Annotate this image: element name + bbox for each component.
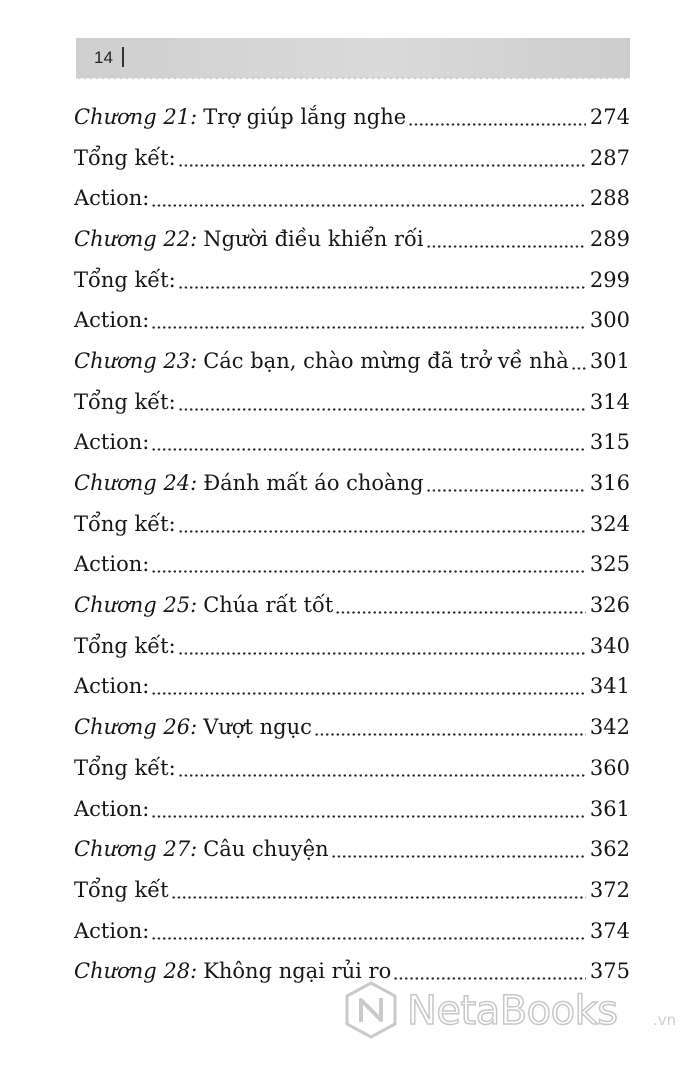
chapter-label: Chương 21: [74,104,198,129]
page-ref: 287 [589,145,630,170]
page-ref: 374 [589,918,630,943]
dot-leader [178,774,586,777]
chapter-label: Chương 27: [74,837,198,862]
page-ref: 274 [589,104,630,129]
page-ref: 362 [589,837,630,862]
dot-leader [171,896,586,899]
toc-entry-row [74,423,630,464]
chapter-title: Không ngại rủi ro [203,959,392,984]
toc-entry-row [74,667,630,708]
page-ref: 325 [589,552,630,577]
chapter-title: Các bạn, chào mừng đã trở về nhà [203,348,569,373]
page-ref: 316 [589,471,630,496]
page-ref: 314 [589,389,630,414]
page-ref: 300 [589,308,630,333]
chapter-label: Chương 22: [74,226,198,251]
netabooks-logo-icon [343,980,399,1040]
dot-leader [178,164,586,167]
chapter-label: Chương 28: [74,959,198,984]
toc-entry-row [74,748,630,789]
page-ref: 301 [589,348,630,373]
entry-title: Action: [74,308,150,333]
watermark-brand: NetaBooks [407,988,618,1034]
toc-chapter-row [74,707,630,748]
dot-leader [151,815,586,818]
toc-chapter-row [74,829,630,870]
dot-leader [426,489,586,492]
entry-title: Tổng kết: [74,389,176,414]
dot-leader [314,733,586,736]
toc-entry-row [74,870,630,911]
chapter-title: Trợ giúp lắng nghe [203,104,407,129]
page-ref: 326 [589,593,630,618]
chapter-title: Chúa rất tốt [203,593,334,618]
page-ref: 299 [589,267,630,292]
entry-title: Action: [74,186,150,211]
header-divider [122,47,124,67]
dot-leader [151,204,586,207]
page-ref: 342 [589,715,630,740]
page-ref: 288 [589,186,630,211]
entry-title: Tổng kết: [74,511,176,536]
dot-leader [335,611,586,614]
entry-title: Tổng kết: [74,145,176,170]
dot-leader [151,570,586,573]
dot-leader [178,530,586,533]
toc-entry-row [74,178,630,219]
dot-leader [331,855,586,858]
page-ref: 340 [589,633,630,658]
entry-title: Action: [74,918,150,943]
dot-leader [178,408,586,411]
dot-leader [408,123,586,126]
entry-title: Tổng kết: [74,633,176,658]
dot-leader [151,448,586,451]
toc-entry-row [74,911,630,952]
entry-title: Tổng kết [74,877,169,902]
chapter-label: Chương 26: [74,715,198,740]
dot-leader [178,286,586,289]
toc-entry-row [74,545,630,586]
page-ref: 341 [589,674,630,699]
chapter-label: Chương 24: [74,471,198,496]
table-of-contents [74,97,630,992]
page-ref: 372 [589,877,630,902]
chapter-title: Đánh mất áo choàng [203,471,424,496]
chapter-label: Chương 23: [74,348,198,373]
toc-entry-row [74,789,630,830]
page-ref: 324 [589,511,630,536]
entry-title: Action: [74,552,150,577]
toc-entry-row [74,138,630,179]
page-ref: 289 [589,226,630,251]
chapter-title: Vượt ngục [203,715,312,740]
page-ref: 375 [589,959,630,984]
page-ref: 360 [589,755,630,780]
page-header-bar [76,38,630,78]
dot-leader [178,652,586,655]
dot-leader [151,937,586,940]
watermark-suffix: .vn [653,1011,677,1029]
toc-entry-row [74,300,630,341]
dot-leader [151,326,586,329]
toc-chapter-row [74,219,630,260]
entry-title: Action: [74,674,150,699]
toc-entry-row [74,626,630,667]
dot-leader [151,692,586,695]
toc-chapter-row [74,585,630,626]
chapter-label: Chương 25: [74,593,198,618]
page-ref: 361 [589,796,630,821]
chapter-title: Người điều khiển rối [203,226,424,251]
toc-chapter-row [74,463,630,504]
entry-title: Tổng kết: [74,755,176,780]
entry-title: Action: [74,430,150,455]
page-ref: 315 [589,430,630,455]
entry-title: Tổng kết: [74,267,176,292]
toc-chapter-row [74,97,630,138]
toc-chapter-row [74,341,630,382]
toc-entry-row [74,382,630,423]
toc-entry-row [74,504,630,545]
watermark [343,978,693,1048]
toc-entry-row [74,260,630,301]
chapter-title: Câu chuyện [203,837,329,862]
entry-title: Action: [74,796,150,821]
page-number: 14 [94,48,113,67]
dot-leader [426,245,586,248]
dot-leader [571,367,586,370]
